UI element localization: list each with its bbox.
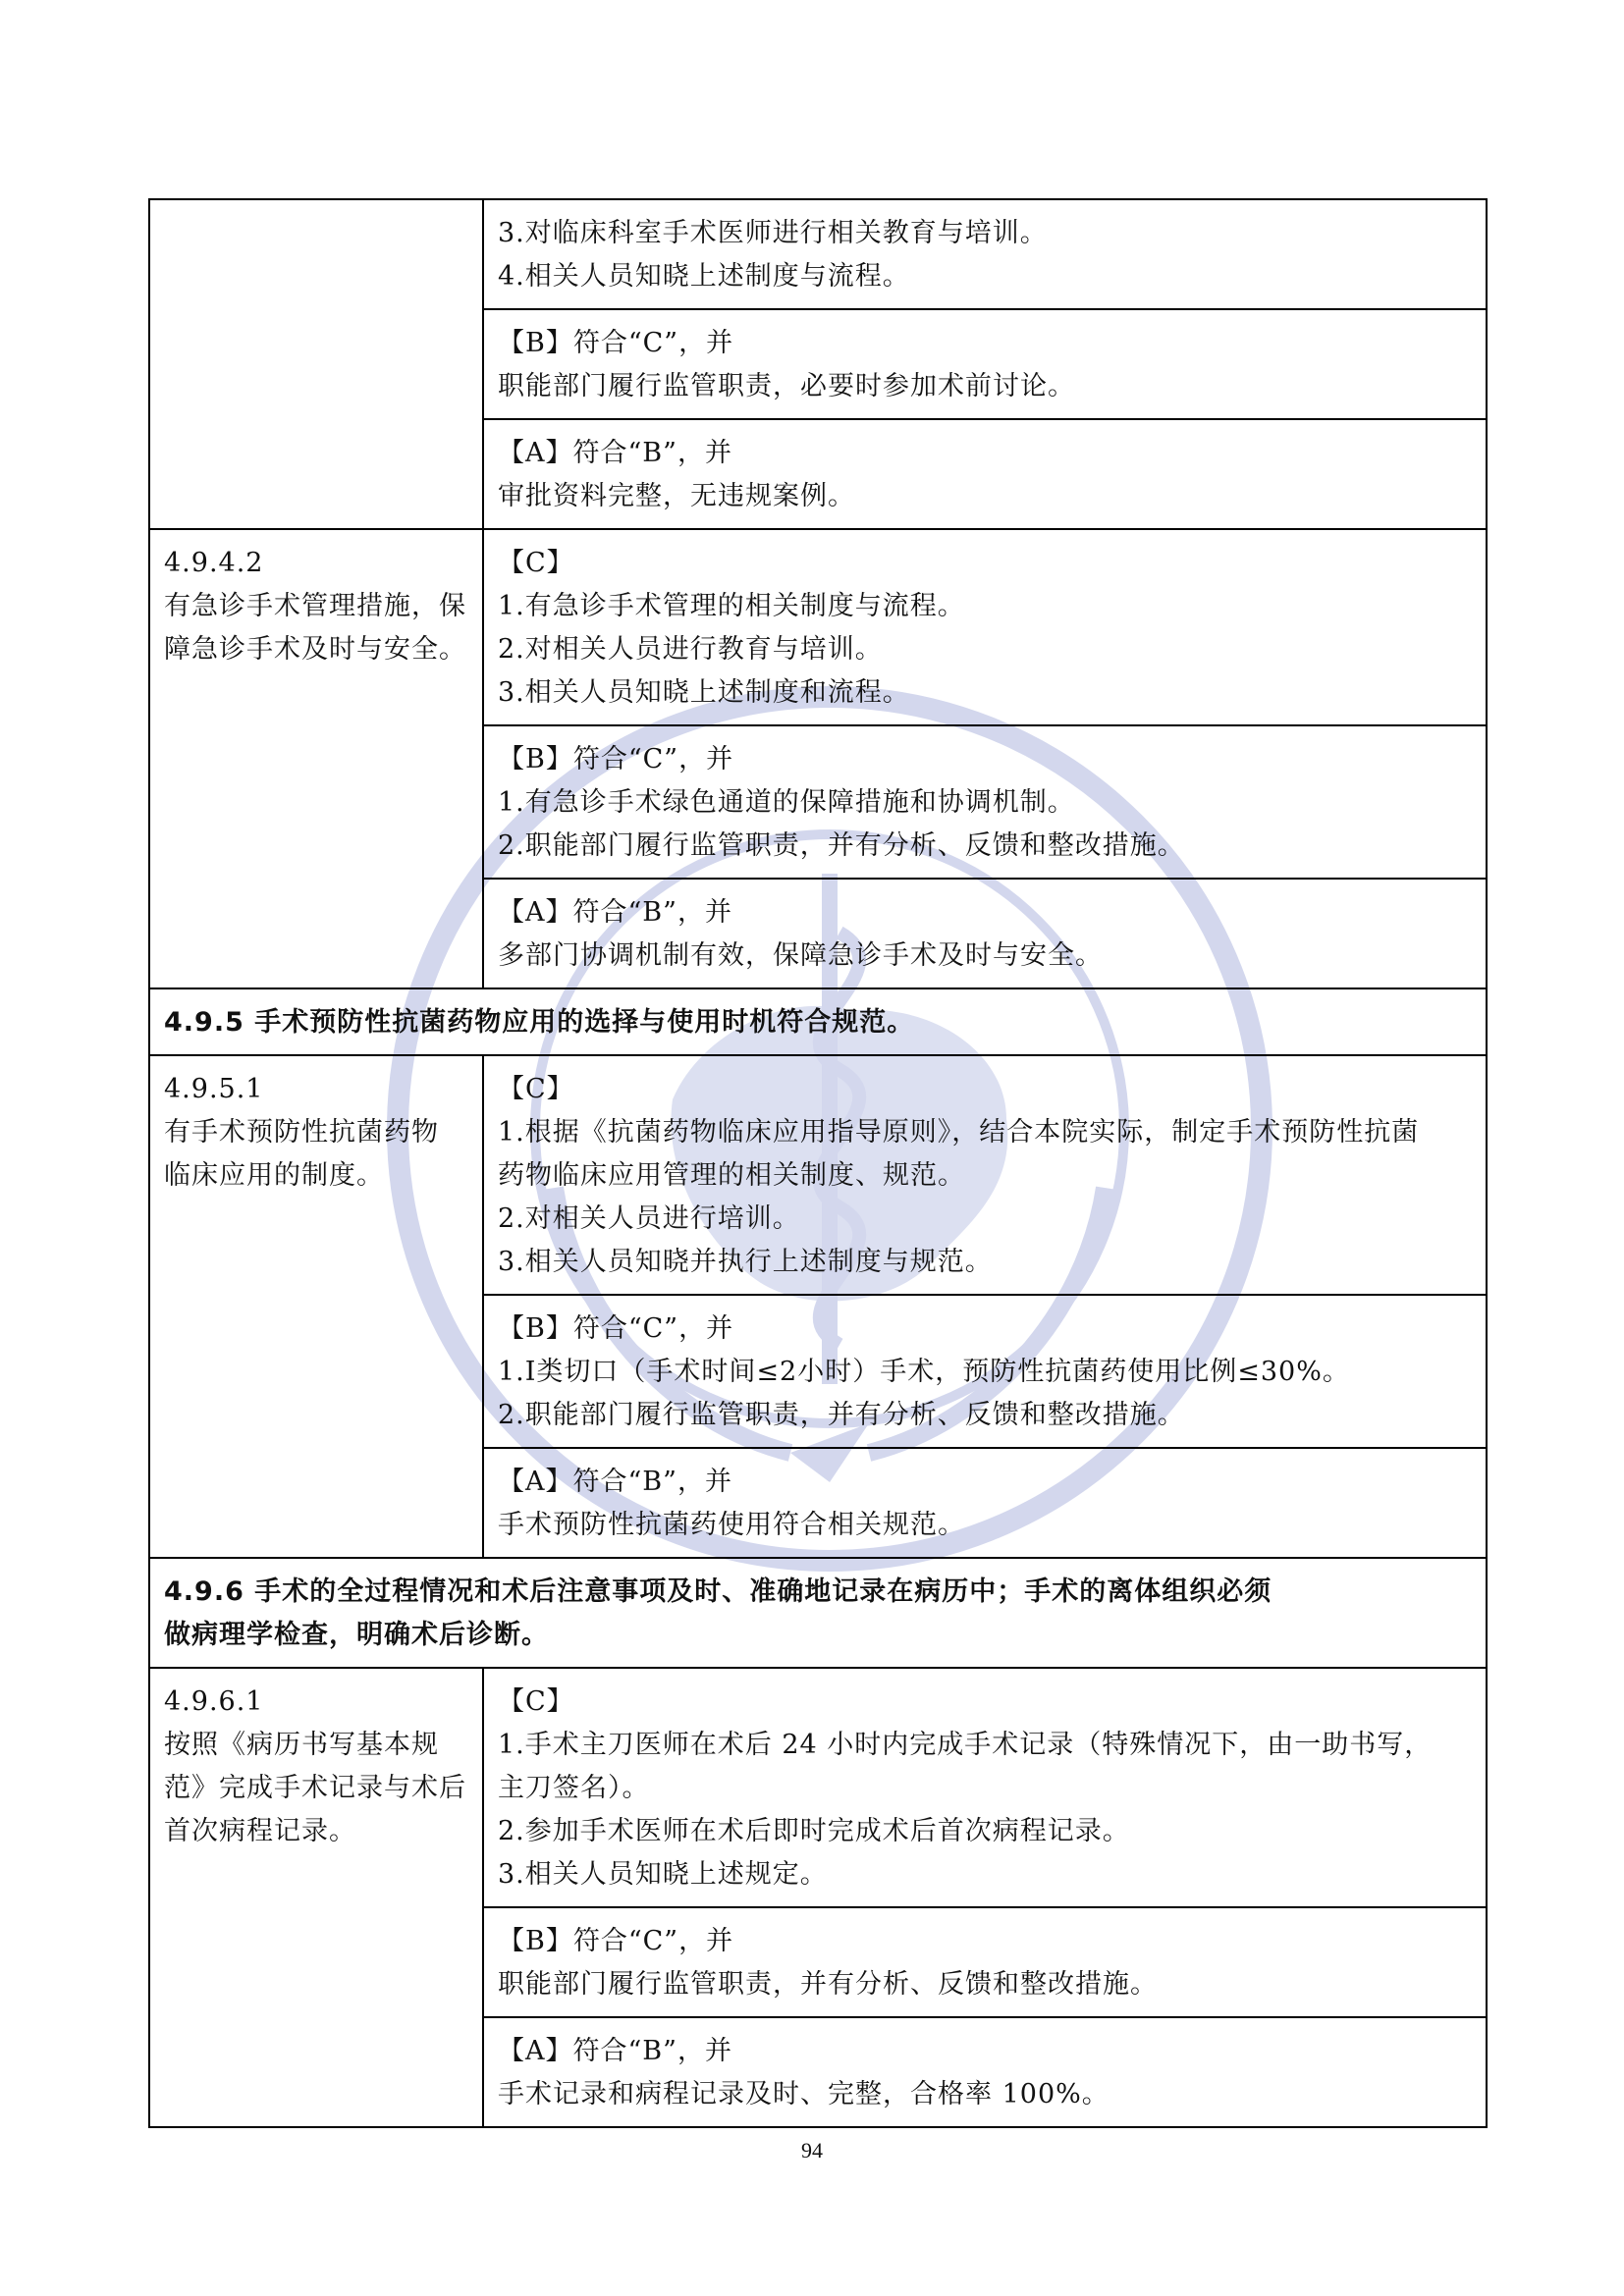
text-line: 【A】符合“B”，并 xyxy=(498,897,732,928)
text-line: 3.对临床科室手术医师进行相关教育与培训。 xyxy=(498,218,1048,248)
text-line: 多部门协调机制有效，保障急诊手术及时与安全。 xyxy=(498,940,1103,971)
table-row xyxy=(149,1668,1487,1907)
text-line: 4.9.5.1 xyxy=(164,1074,264,1104)
text-line: 职能部门履行监管职责，必要时参加术前讨论。 xyxy=(498,371,1075,401)
text-line: 4.9.5 手术预防性抗菌药物应用的选择与使用时机符合规范。 xyxy=(164,1007,915,1038)
grade-criteria-cell xyxy=(483,725,1487,879)
item-description-cell xyxy=(149,529,483,988)
text-line: 【A】符合“B”，并 xyxy=(498,438,732,468)
text-line: 4.9.6 手术的全过程情况和术后注意事项及时、准确地记录在病历中；手术的离体组织必须 xyxy=(164,1576,1272,1607)
text-line: 手术预防性抗菌药使用符合相关规范。 xyxy=(498,1510,965,1540)
table-row xyxy=(149,1055,1487,1295)
text-line: 首次病程记录。 xyxy=(164,1816,356,1846)
item-description-cell xyxy=(149,199,483,529)
text-line: 1.Ⅰ类切口（手术时间≤2小时）手术，预防性抗菌药使用比例≤30%。 xyxy=(498,1357,1350,1387)
text-line: 职能部门履行监管职责，并有分析、反馈和整改措施。 xyxy=(498,1969,1158,2000)
grade-criteria-cell xyxy=(483,879,1487,988)
text-line: 【A】符合“B”，并 xyxy=(498,1467,732,1497)
text-line: 4.相关人员知晓上述制度与流程。 xyxy=(498,261,910,292)
text-line: 3.相关人员知晓上述规定。 xyxy=(498,1859,828,1890)
table-row xyxy=(149,199,1487,309)
text-line: 做病理学检查，明确术后诊断。 xyxy=(164,1620,549,1650)
text-line: 3.相关人员知晓并执行上述制度与规范。 xyxy=(498,1247,993,1277)
text-line: 临床应用的制度。 xyxy=(164,1160,384,1191)
text-line: 手术记录和病程记录及时、完整，合格率 100%。 xyxy=(498,2079,1110,2109)
text-line: 【A】符合“B”，并 xyxy=(498,2036,732,2066)
grade-criteria-cell xyxy=(483,529,1487,725)
section-heading xyxy=(149,988,1487,1055)
section-heading xyxy=(149,1558,1487,1668)
text-line: 【B】符合“C”，并 xyxy=(498,1926,734,1956)
text-line: 药物临床应用管理的相关制度、规范。 xyxy=(498,1160,965,1191)
text-line: 1.有急诊手术绿色通道的保障措施和协调机制。 xyxy=(498,787,1075,818)
grade-criteria-cell xyxy=(483,1295,1487,1448)
grade-criteria-cell xyxy=(483,2017,1487,2127)
table-row xyxy=(149,529,1487,725)
text-line: 2.参加手术医师在术后即时完成术后首次病程记录。 xyxy=(498,1816,1130,1846)
text-line: 【C】 xyxy=(498,1074,574,1104)
text-line: 2.对相关人员进行培训。 xyxy=(498,1203,800,1234)
text-line: 障急诊手术及时与安全。 xyxy=(164,634,466,665)
grade-criteria-cell xyxy=(483,1668,1487,1907)
text-line: 1.手术主刀医师在术后 24 小时内完成手术记录（特殊情况下，由一助书写， xyxy=(498,1730,1433,1760)
section-heading-row xyxy=(149,1558,1487,1668)
grade-criteria-cell xyxy=(483,1448,1487,1558)
text-line: 1.有急诊手术管理的相关制度与流程。 xyxy=(498,591,965,621)
grade-criteria-cell xyxy=(483,1907,1487,2017)
text-line: 有手术预防性抗菌药物 xyxy=(164,1117,439,1148)
text-line: 4.9.4.2 xyxy=(164,548,264,578)
text-line: 2.职能部门履行监管职责，并有分析、反馈和整改措施。 xyxy=(498,830,1185,861)
grade-criteria-cell xyxy=(483,419,1487,529)
text-line: 【B】符合“C”，并 xyxy=(498,744,734,774)
grade-criteria-cell xyxy=(483,309,1487,419)
text-line: 有急诊手术管理措施，保 xyxy=(164,591,466,621)
text-line: 2.职能部门履行监管职责，并有分析、反馈和整改措施。 xyxy=(498,1400,1185,1430)
text-line: 范》完成手术记录与术后 xyxy=(164,1773,466,1803)
text-line: 按照《病历书写基本规 xyxy=(164,1730,439,1760)
text-line: 【C】 xyxy=(498,548,574,578)
text-line: 1.根据《抗菌药物临床应用指导原则》，结合本院实际，制定手术预防性抗菌 xyxy=(498,1117,1420,1148)
section-heading-row xyxy=(149,988,1487,1055)
text-line: 【B】符合“C”，并 xyxy=(498,1313,734,1344)
text-line: 审批资料完整，无违规案例。 xyxy=(498,481,855,511)
grade-criteria-cell xyxy=(483,1055,1487,1295)
text-line: 【B】符合“C”，并 xyxy=(498,328,734,358)
text-line: 【C】 xyxy=(498,1686,574,1717)
text-line: 3.相关人员知晓上述制度和流程。 xyxy=(498,677,910,708)
item-description-cell xyxy=(149,1668,483,2127)
text-line: 主刀签名）。 xyxy=(498,1773,650,1803)
text-line: 4.9.6.1 xyxy=(164,1686,264,1717)
standards-table xyxy=(148,198,1488,2128)
text-line: 2.对相关人员进行教育与培训。 xyxy=(498,634,883,665)
page-number: 94 xyxy=(801,2138,823,2163)
item-description-cell xyxy=(149,1055,483,1558)
grade-criteria-cell xyxy=(483,199,1487,309)
